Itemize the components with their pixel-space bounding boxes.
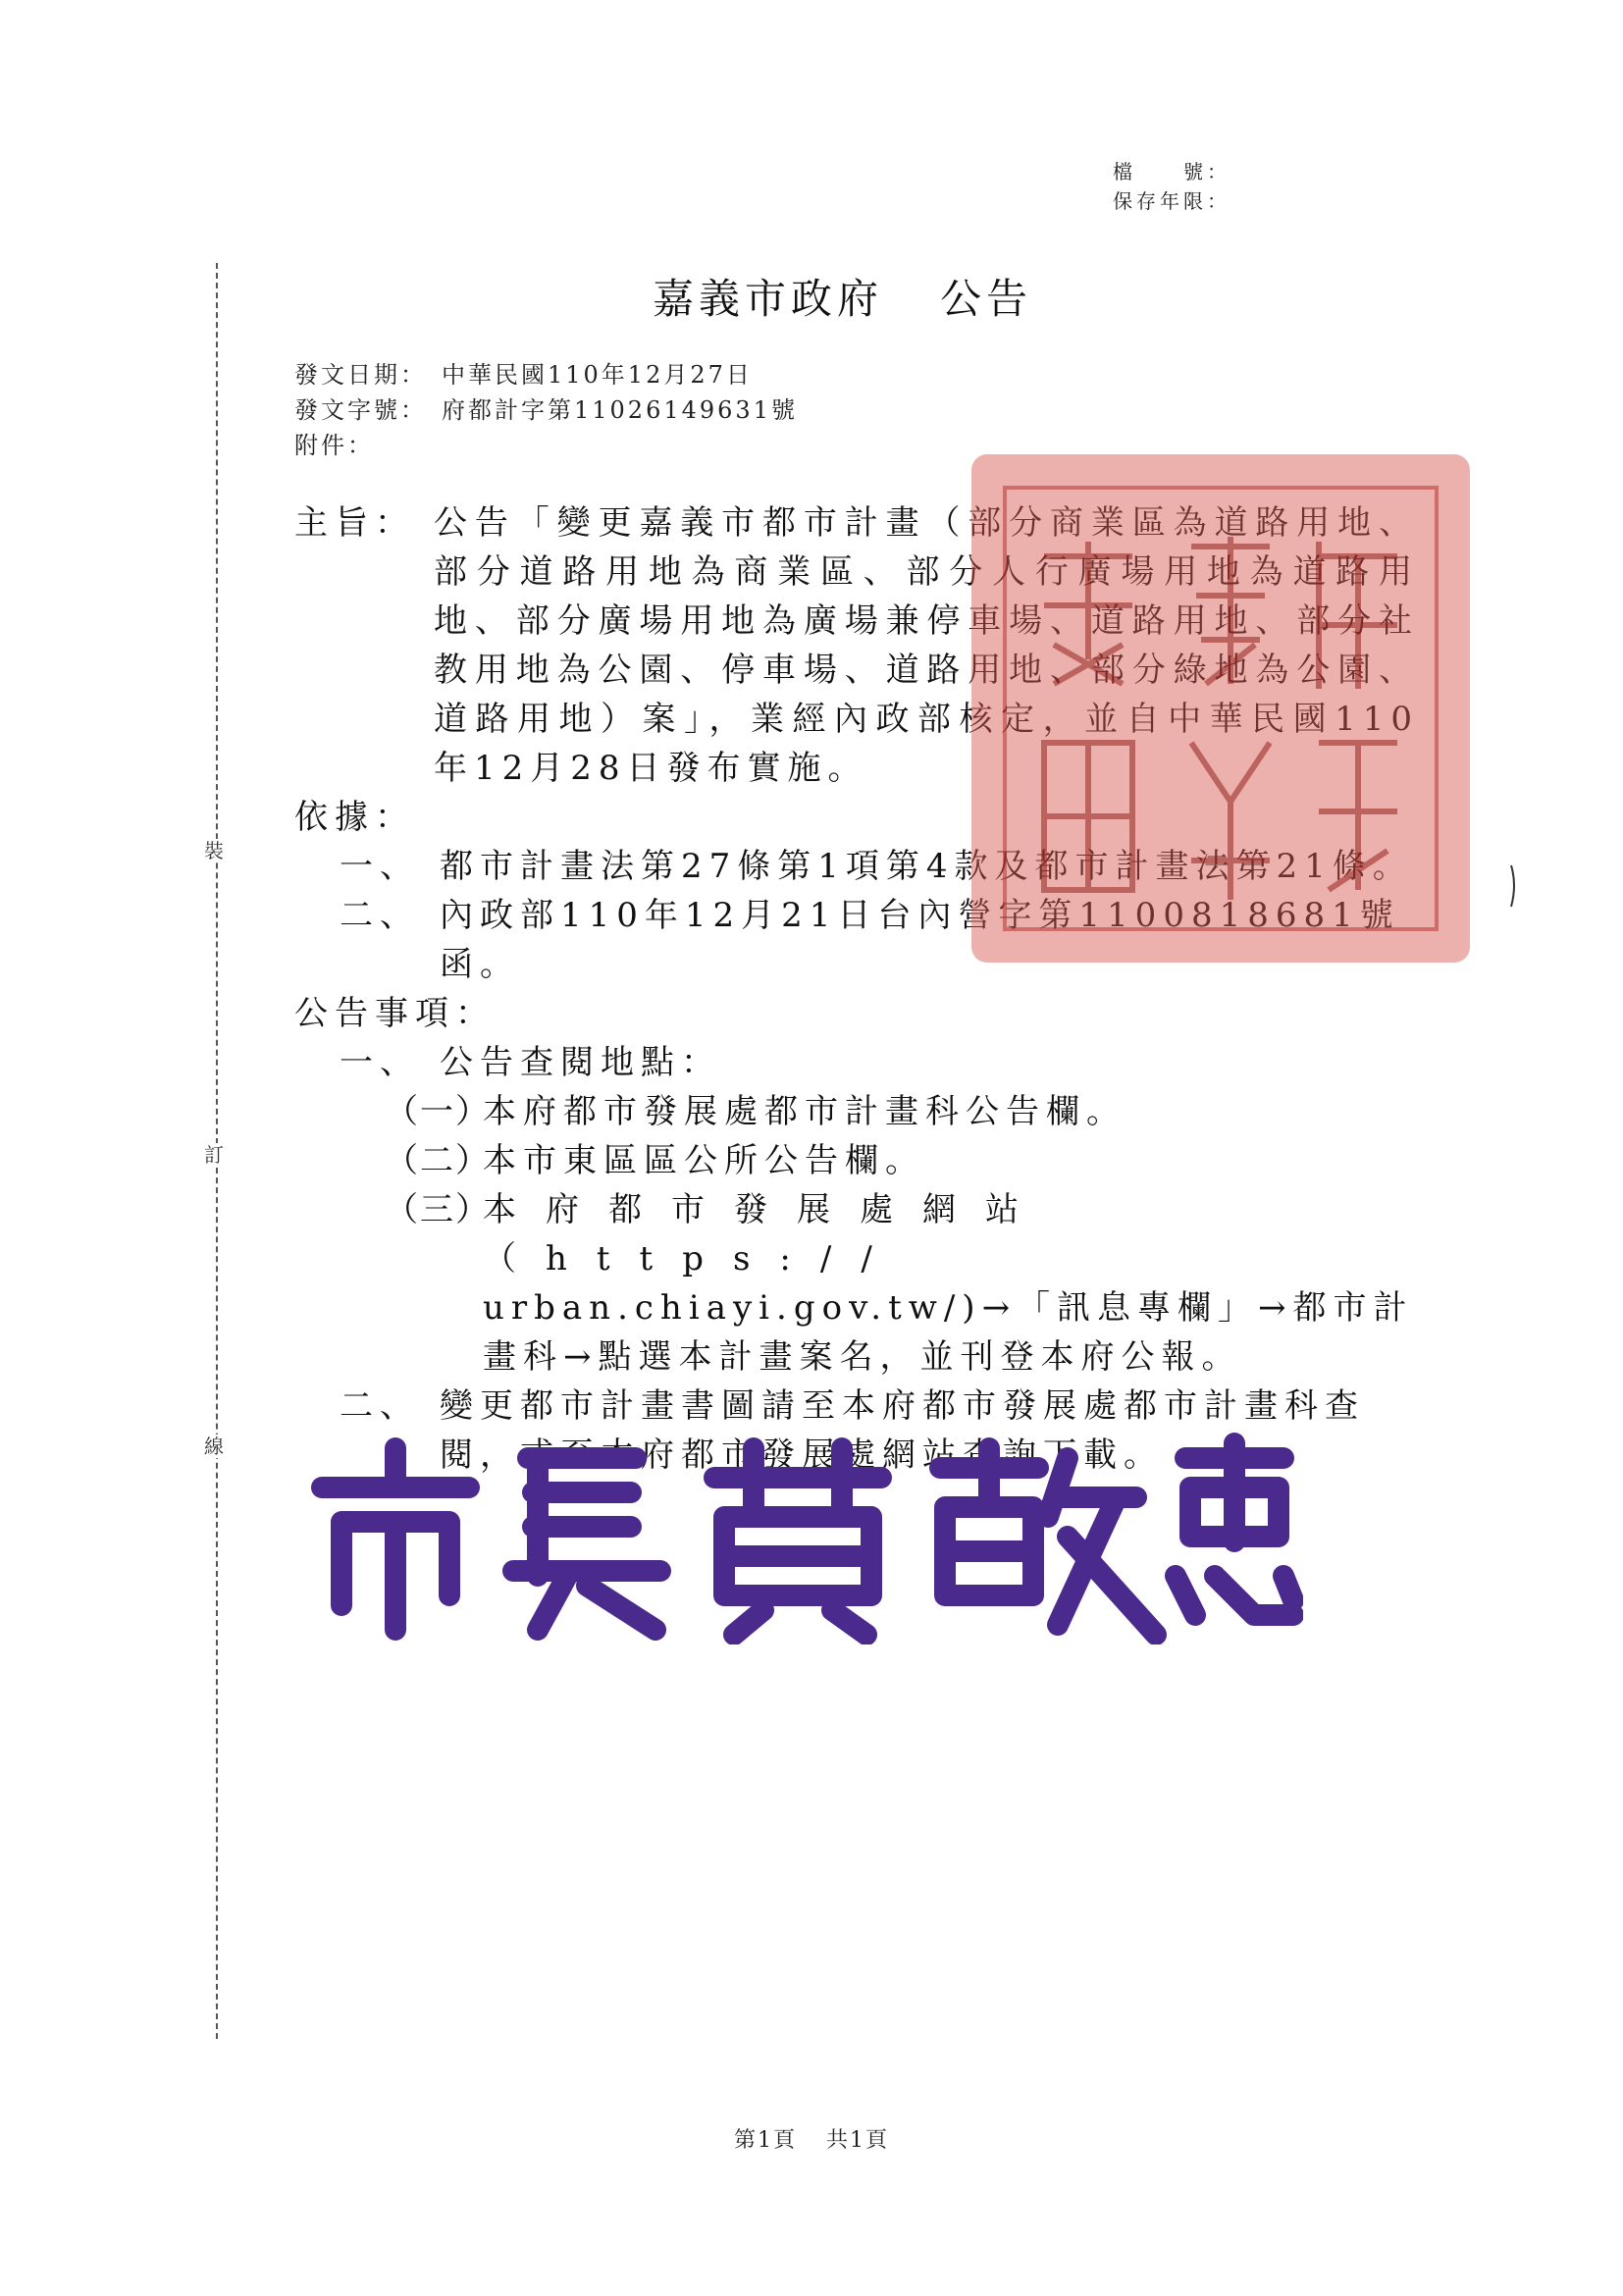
basis-item-text: 都市計畫法第27條第1項第4款及都市計畫法第21條。 [440, 847, 1413, 886]
notice-item-text: 公告查閱地點： [440, 1043, 721, 1082]
attachment-label: 附件： [294, 432, 374, 459]
document-title [653, 267, 1032, 326]
archive-info [1113, 157, 1230, 216]
issue-date: 發文日期： 中華民國110年12月27日 [294, 361, 753, 389]
notice-item-text: 變更都市計畫書圖請至本府都市發展處都市計畫科查閱，或至本府都市發展處網站查詢下載。 [440, 1386, 1365, 1475]
official-seal [966, 448, 1476, 968]
retention-period-label: 保存年限： [1113, 189, 1230, 213]
notice-subitem [294, 1087, 1423, 1136]
notice-subitem-text-line1: 本府都市發展處網站（https:// [483, 1190, 1048, 1278]
basis-item-number: 二、 [340, 896, 420, 935]
notice-item [294, 1038, 1423, 1087]
notice-subitem-number: （二） [385, 1141, 491, 1180]
notice-label: 公告事項： [294, 994, 496, 1033]
page-total: 共1頁 [826, 2128, 889, 2153]
scan-edge-mark [1507, 863, 1517, 909]
basis-label: 依據： [294, 798, 415, 837]
file-number-label: 檔 號： [1113, 160, 1230, 183]
basis-item-number: 一、 [340, 847, 420, 886]
page-footer [0, 2123, 1623, 2154]
subject-text: 公告「變更嘉義市都市計畫（部分商業區為道路用地、部分道路用地為商業區、部分人行廣場用地為道路用地、部分廣場用地為廣場兼停車場、道路用地、部分社教用地為公園、停車場、道路用地、部分綠地為公園、道路用地）案」，業經內政部核定，並自中華民國110年12月28日發布實施。 [434, 503, 1419, 788]
notice-subitem-text: 本府都市發展處都市計畫科公告欄。 [483, 1092, 1126, 1131]
notice-subitem-text: 本市東區區公所公告欄。 [483, 1141, 925, 1180]
document-metadata [294, 357, 798, 463]
notice-subitem-number: （三） [385, 1190, 491, 1229]
basis-item-text: 內政部110年12月21日台內營字第1100818681號函。 [440, 896, 1400, 984]
reference-number: 發文字號： 府都計字第11026149631號 [294, 396, 798, 424]
notice-subitem-text-rest: urban.chiayi.gov.tw/)→「訊息專欄」→都市計畫科→點選本計畫案名，並刊登本府公報。 [483, 1288, 1414, 1377]
subject-label: 主旨： [294, 503, 415, 543]
binding-mark-ding: 訂 [204, 1143, 224, 1167]
notice-item-number: 一、 [340, 1043, 420, 1082]
notice-subitem [294, 1136, 1423, 1185]
mayor-signature [302, 1429, 1303, 1644]
notice-item-number: 二、 [340, 1386, 420, 1426]
notice-subitem [294, 1185, 1423, 1382]
issuing-agency: 嘉義市政府 [653, 275, 884, 323]
binding-mark-xian: 線 [204, 1435, 224, 1458]
binding-mark-zhuang: 裝 [204, 839, 224, 862]
document-type: 公告 [940, 275, 1033, 323]
notice-subitem-number: （一） [385, 1092, 491, 1131]
page-number: 第1頁 [734, 2128, 797, 2153]
notice-subitem-text [483, 1185, 1423, 1382]
